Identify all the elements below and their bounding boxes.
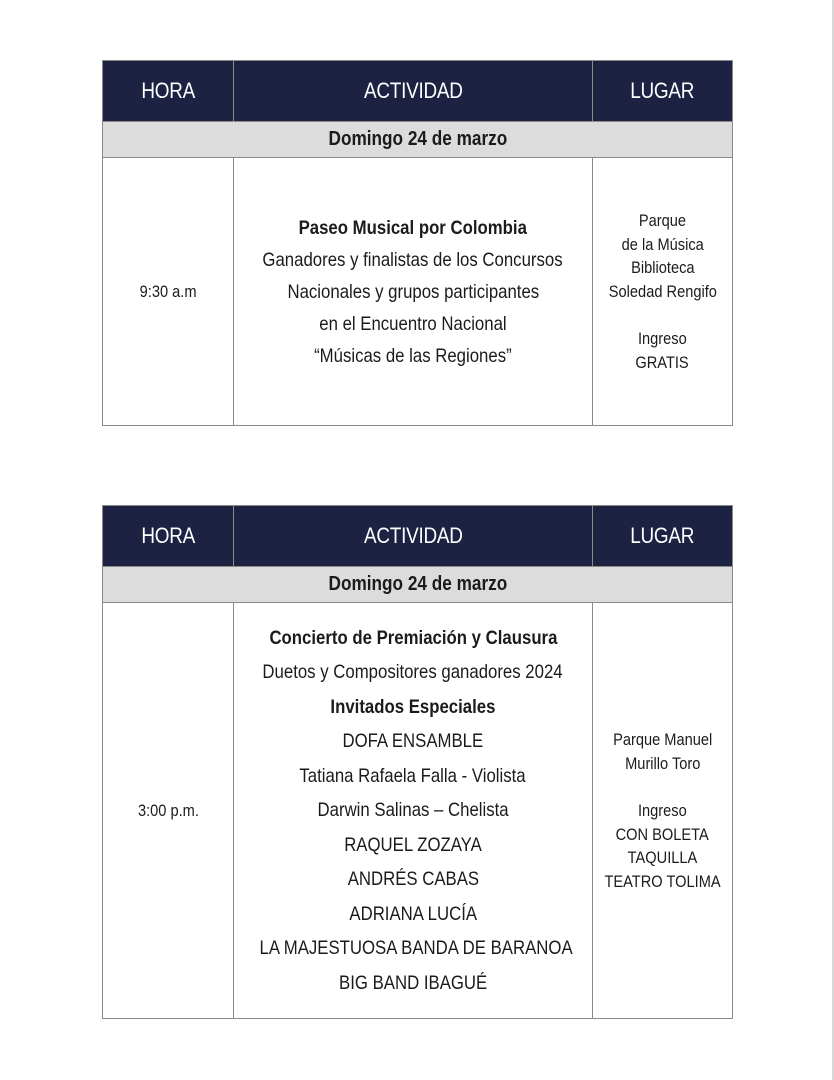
day-label: Domingo 24 de marzo (103, 567, 733, 603)
guests-heading: Invitados Especiales (330, 695, 496, 718)
place-line: Biblioteca (630, 258, 695, 277)
guest-item: Darwin Salinas – Chelista (317, 799, 509, 822)
entry-label: Ingreso (638, 801, 687, 820)
header-row (103, 61, 733, 122)
day-row (103, 122, 733, 158)
entry-line: TAQUILLA (627, 848, 698, 867)
entry-label: Ingreso (638, 329, 687, 348)
guest-item: ANDRÉS CABAS (347, 868, 479, 891)
header-lugar: LUGAR (593, 61, 733, 122)
schedule-table-2 (102, 505, 733, 1019)
activity-subtitle: Duetos y Compositores ganadores 2024 (262, 661, 564, 684)
header-actividad: ACTIVIDAD (234, 506, 593, 567)
entry-line: TEATRO TOLIMA (604, 871, 721, 891)
header-hora: HORA (103, 506, 234, 567)
event-place (593, 603, 733, 1019)
place-line: Parque (638, 211, 687, 230)
guest-item: DOFA ENSAMBLE (342, 730, 484, 753)
header-lugar: LUGAR (593, 506, 733, 567)
schedule-table-1 (102, 60, 733, 426)
place-line: de la Música (621, 234, 704, 254)
activity-title: Paseo Musical por Colombia (298, 216, 528, 239)
day-label: Domingo 24 de marzo (103, 122, 733, 158)
activity-line: Nacionales y grupos participantes (287, 280, 539, 303)
event-place (593, 158, 733, 426)
guest-item: LA MAJESTUOSA BANDA DE BARANOA (259, 937, 573, 960)
header-hora: HORA (103, 61, 234, 122)
event-time: 9:30 a.m (103, 158, 234, 426)
place-line: Murillo Toro (624, 753, 701, 773)
activity-line: Ganadores y finalistas de los Concursos (262, 248, 564, 271)
event-activity (234, 158, 593, 426)
entry-line: CON BOLETA (615, 824, 710, 844)
activity-line: en el Encuentro Nacional (319, 312, 507, 335)
event-row (103, 603, 733, 1019)
header-actividad: ACTIVIDAD (234, 61, 593, 122)
entry-line: GRATIS (635, 352, 690, 372)
event-time: 3:00 p.m. (103, 603, 234, 1019)
header-row (103, 506, 733, 567)
activity-line: “Músicas de las Regiones” (314, 344, 512, 367)
event-row (103, 158, 733, 426)
guest-item: RAQUEL ZOZAYA (344, 833, 482, 856)
guest-item: BIG BAND IBAGUÉ (338, 971, 488, 994)
guest-item: ADRIANA LUCÍA (349, 902, 477, 925)
day-row (103, 567, 733, 603)
guest-item: Tatiana Rafaela Falla - Violista (299, 764, 527, 787)
place-line: Soledad Rengifo (608, 281, 717, 301)
event-activity (234, 603, 593, 1019)
activity-title: Concierto de Premiación y Clausura (269, 626, 557, 649)
place-line: Parque Manuel (612, 730, 713, 749)
